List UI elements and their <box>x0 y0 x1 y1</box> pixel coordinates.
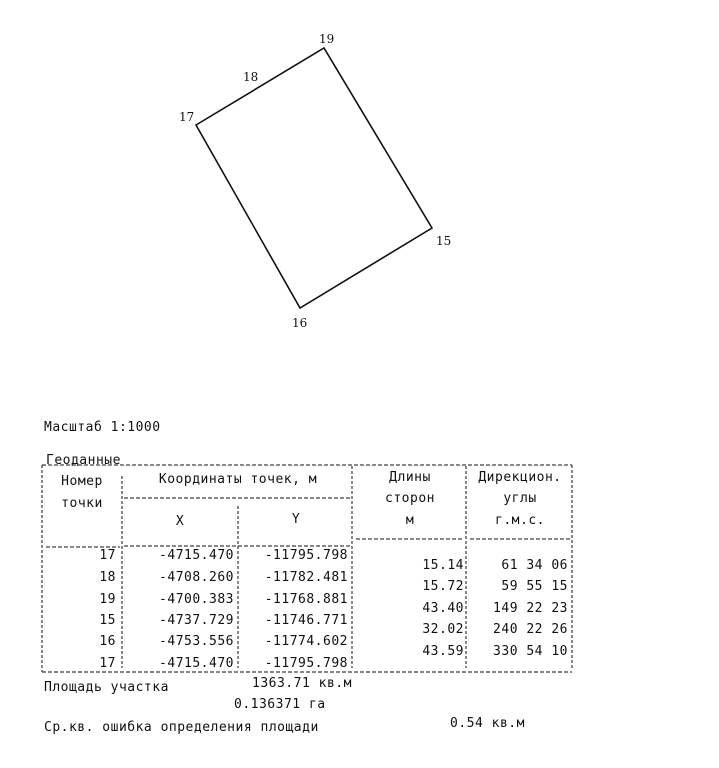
area-error-value: 0.54 кв.м <box>450 716 525 731</box>
row-y: -11774.602 <box>264 634 348 649</box>
point-label-17: 17 <box>179 110 195 124</box>
parcel-boundary <box>196 48 432 308</box>
header-lengths-1: Длины <box>389 470 431 485</box>
side-angle: 149 22 23 <box>493 601 568 616</box>
side-angle: 240 22 26 <box>493 622 568 637</box>
row-x: -4715.470 <box>159 548 234 563</box>
row-x: -4708.260 <box>159 570 234 585</box>
row-y: -11795.798 <box>264 656 348 671</box>
header-lengths-3: м <box>405 513 415 528</box>
row-point: 15 <box>99 613 116 628</box>
side-length: 43.40 <box>422 601 464 616</box>
area-ha: 0.136371 га <box>234 697 326 712</box>
header-lengths-2: сторон <box>385 491 435 506</box>
row-point: 17 <box>99 656 116 671</box>
side-length: 43.59 <box>422 644 464 659</box>
header-y: Y <box>291 512 301 527</box>
parcel-plan <box>0 0 719 360</box>
header-point-no-2: точки <box>61 496 103 511</box>
point-label-16: 16 <box>292 316 308 330</box>
row-point: 17 <box>99 548 116 563</box>
header-directions-3: г.м.с. <box>495 513 545 528</box>
point-label-19: 19 <box>319 32 335 46</box>
point-label-18: 18 <box>243 70 259 84</box>
side-length: 15.14 <box>422 558 464 573</box>
header-directions-2: углы <box>503 491 537 506</box>
area-sq-m: 1363.71 кв.м <box>252 676 352 691</box>
row-y: -11782.481 <box>264 570 348 585</box>
header-directions-1: Дирекцион. <box>478 470 562 485</box>
side-length: 32.02 <box>422 622 464 637</box>
row-x: -4737.729 <box>159 613 234 628</box>
row-x: -4715.470 <box>159 656 234 671</box>
side-angle: 61 34 06 <box>501 558 568 573</box>
header-point-no-1: Номер <box>61 474 103 489</box>
row-x: -4753.556 <box>159 634 234 649</box>
side-length: 15.72 <box>422 579 464 594</box>
row-y: -11768.881 <box>264 592 348 607</box>
row-y: -11746.771 <box>264 613 348 628</box>
side-angle: 59 55 15 <box>501 579 568 594</box>
side-angle: 330 54 10 <box>493 644 568 659</box>
area-label: Площадь участка <box>44 680 169 695</box>
header-x: X <box>175 514 185 529</box>
row-point: 18 <box>99 570 116 585</box>
row-point: 19 <box>99 592 116 607</box>
row-point: 16 <box>99 634 116 649</box>
header-coords: Координаты точек, м <box>158 472 318 487</box>
area-error-label: Ср.кв. ошибка определения площади <box>44 720 319 735</box>
row-y: -11795.798 <box>264 548 348 563</box>
geodata-caption: Геоданные <box>46 453 121 468</box>
point-label-15: 15 <box>436 234 452 248</box>
scale-label: Масштаб 1:1000 <box>44 420 161 435</box>
row-x: -4700.383 <box>159 592 234 607</box>
